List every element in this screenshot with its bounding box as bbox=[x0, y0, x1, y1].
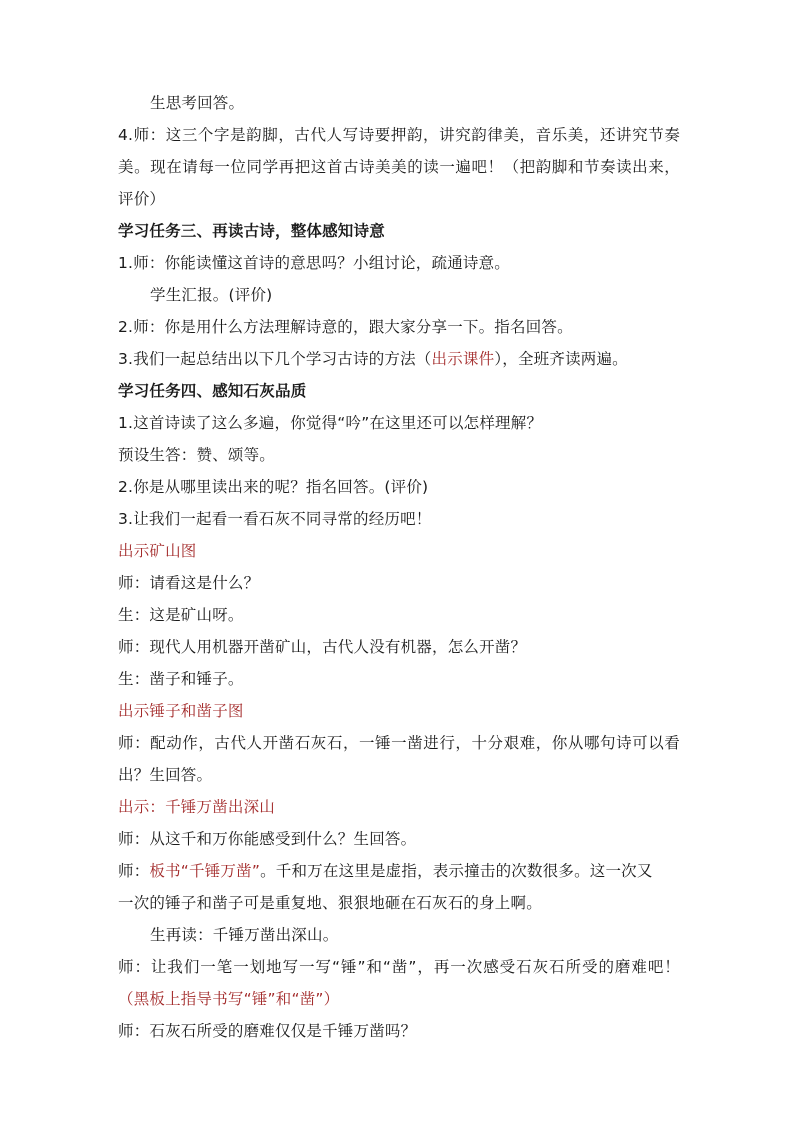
paragraph-line bbox=[118, 861, 680, 881]
paragraph-line: 评价） bbox=[118, 190, 166, 208]
text-segment: 。千和万在这里是虚指，表示撞击的次数很多。这一次又 bbox=[260, 862, 653, 880]
section-heading: 学习任务四、感知石灰品质 bbox=[118, 382, 307, 400]
paragraph-line: 出？生回答。 bbox=[118, 766, 213, 784]
highlight-line: 出示：千锤万凿出深山 bbox=[118, 798, 276, 816]
paragraph-line: 师：现代人用机器开凿矿山，古代人没有机器，怎么开凿？ bbox=[118, 638, 527, 656]
paragraph-line: 2.你是从哪里读出来的呢？指名回答。(评价) bbox=[118, 478, 429, 496]
highlight-line: （黑板上指导书写“锤”和“凿”） bbox=[118, 990, 340, 1008]
paragraph-line: 生：这是矿山呀。 bbox=[118, 606, 244, 624]
highlight-text: 板书“千锤万凿” bbox=[149, 862, 261, 880]
text-segment: 师： bbox=[118, 862, 150, 880]
paragraph-line: 生再读：千锤万凿出深山。 bbox=[150, 926, 339, 944]
paragraph-line: 一次的锤子和凿子可是重复地、狠狠地砸在石灰石的身上啊。 bbox=[118, 894, 542, 912]
paragraph-line: 师：请看这是什么？ bbox=[118, 574, 260, 592]
paragraph-line: 4.师：这三个字是韵脚，古代人写诗要押韵，讲究韵律美，音乐美，还讲究节奏 bbox=[118, 126, 680, 144]
paragraph-line: 1.这首诗读了这么多遍，你觉得“吟”在这里还可以怎样理解？ bbox=[118, 414, 543, 432]
paragraph-line: 3.让我们一起看一看石灰不同寻常的经历吧！ bbox=[118, 510, 432, 528]
paragraph-line: 美。现在请每一位同学再把这首古诗美美的读一遍吧！（把韵脚和节奏读出来， bbox=[118, 158, 680, 176]
paragraph-line: 生：凿子和锤子。 bbox=[118, 670, 244, 688]
section-heading: 学习任务三、再读古诗，整体感知诗意 bbox=[118, 222, 385, 240]
paragraph-line: 师：从这千和万你能感受到什么？生回答。 bbox=[118, 830, 417, 848]
paragraph-line: 2.师：你是用什么方法理解诗意的，跟大家分享一下。指名回答。 bbox=[118, 318, 573, 336]
highlight-line: 出示锤子和凿子图 bbox=[118, 702, 244, 720]
paragraph-line: 学生汇报。(评价) bbox=[150, 286, 273, 304]
paragraph-line: 生思考回答。 bbox=[150, 94, 245, 112]
paragraph-line: 师：石灰石所受的磨难仅仅是千锤万凿吗？ bbox=[118, 1022, 417, 1040]
paragraph-line: 师：让我们一笔一划地写一写“锤”和“凿”，再一次感受石灰石所受的磨难吧！ bbox=[118, 958, 680, 976]
text-segment: ），全班齐读两遍。 bbox=[494, 350, 628, 368]
paragraph-line bbox=[118, 349, 680, 369]
paragraph-line: 1.师：你能读懂这首诗的意思吗？小组讨论，疏通诗意。 bbox=[118, 254, 510, 272]
highlight-line: 出示矿山图 bbox=[118, 542, 197, 560]
paragraph-line: 预设生答：赞、颂等。 bbox=[118, 446, 276, 464]
highlight-text: 出示课件 bbox=[431, 350, 495, 368]
paragraph-line: 师：配动作，古代人开凿石灰石，一锤一凿进行，十分艰难，你从哪句诗可以看 bbox=[118, 734, 680, 752]
text-segment: 3.我们一起总结出以下几个学习古诗的方法（ bbox=[118, 350, 432, 368]
